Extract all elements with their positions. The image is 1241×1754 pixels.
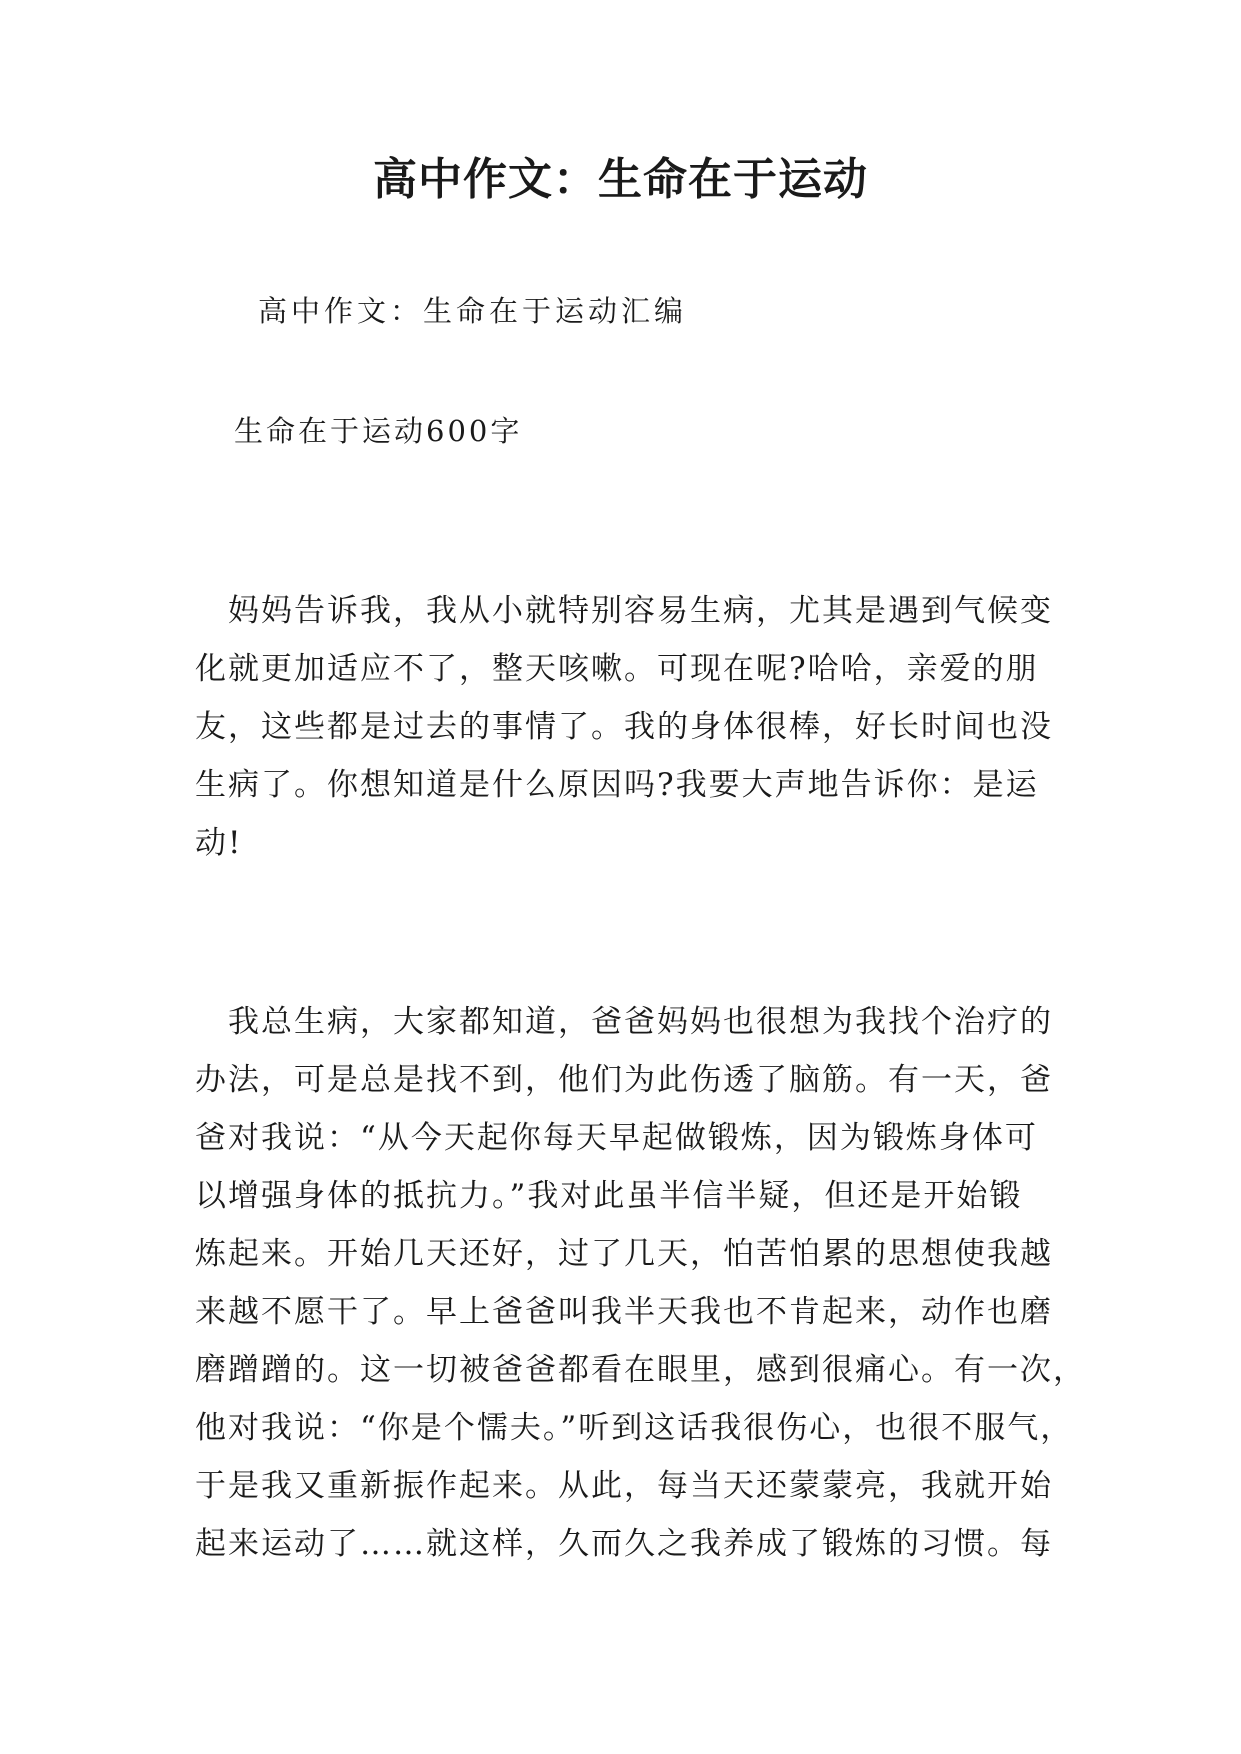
paragraph-line: 友，这些都是过去的事情了。我的身体很棒，好长时间也没	[195, 709, 1053, 745]
paragraph-line: 办法，可是总是找不到，他们为此伤透了脑筋。有一天，爸	[195, 1062, 1053, 1098]
paragraph-1	[195, 582, 1055, 872]
paragraph-line: 妈妈告诉我，我从小就特别容易生病，尤其是遇到气候变	[195, 593, 1053, 629]
document-subtitle: 高中作文：生命在于运动汇编	[258, 294, 688, 328]
paragraph-line: 炼起来。开始几天还好，过了几天，怕苦怕累的思想使我越	[195, 1236, 1053, 1272]
paragraph-line: 来越不愿干了。早上爸爸叫我半天我也不肯起来，动作也磨	[195, 1294, 1053, 1330]
essay-heading: 生命在于运动600字	[234, 414, 523, 448]
paragraph-line: 他对我说：“你是个懦夫。”听到这话我很伤心，也很不服气，	[195, 1410, 1074, 1446]
paragraph-line: 于是我又重新振作起来。从此，每当天还蒙蒙亮，我就开始	[195, 1468, 1053, 1504]
paragraph-line: 磨蹭蹭的。这一切被爸爸都看在眼里，感到很痛心。有一次，	[195, 1352, 1086, 1388]
paragraph-line: 爸对我说：“从今天起你每天早起做锻炼，因为锻炼身体可	[195, 1120, 1038, 1156]
paragraph-line: 化就更加适应不了，整天咳嗽。可现在呢?哈哈，亲爱的朋	[195, 651, 1039, 687]
paragraph-2	[195, 993, 1086, 1573]
paragraph-line: 我总生病，大家都知道，爸爸妈妈也很想为我找个治疗的	[195, 1004, 1053, 1040]
document-title: 高中作文：生命在于运动	[373, 154, 868, 205]
paragraph-line: 生病了。你想知道是什么原因吗?我要大声地告诉你：是运	[195, 767, 1039, 803]
paragraph-line: 起来运动了……就这样，久而久之我养成了锻炼的习惯。每	[195, 1526, 1053, 1562]
paragraph-line: 以增强身体的抵抗力。”我对此虽半信半疑，但还是开始锻	[195, 1178, 1023, 1214]
paragraph-line: 动!	[195, 825, 243, 861]
